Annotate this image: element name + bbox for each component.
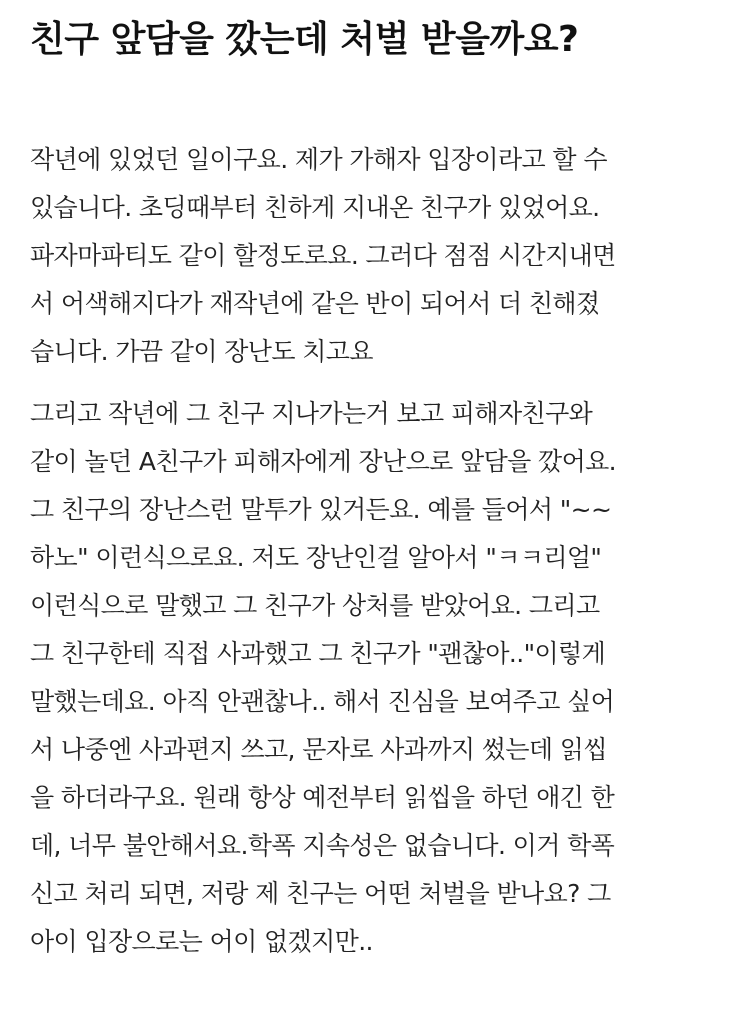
post-title: 친구 앞담을 깠는데 처벌 받을까요? bbox=[30, 19, 579, 60]
text-line: 파자마파티도 같이 할정도로요. 그러다 점점 시간지내면 bbox=[30, 241, 616, 270]
post bbox=[30, 0, 710, 966]
text-line: 신고 처리 되면, 저랑 제 친구는 어떤 처벌을 받나요? 그 bbox=[30, 879, 611, 908]
text-line: 있습니다. 초딩때부터 친하게 지내온 친구가 있었어요. bbox=[30, 193, 600, 222]
post-body bbox=[30, 136, 710, 966]
text-line: 말했는데요. 아직 안괜찮나.. 해서 진심을 보여주고 싶어 bbox=[30, 687, 615, 716]
paragraph-2 bbox=[30, 390, 710, 966]
text-line: 서 나중엔 사과편지 쓰고, 문자로 사과까지 썼는데 읽씹 bbox=[30, 735, 607, 764]
text-line: 습니다. 가끔 같이 장난도 치고요 bbox=[30, 337, 373, 366]
text-line: 이런식으로 말했고 그 친구가 상처를 받았어요. 그리고 bbox=[30, 591, 600, 620]
text-line: 같이 놀던 A친구가 피해자에게 장난으로 앞담을 깠어요. bbox=[30, 447, 617, 476]
text-line: 하노" 이런식으로요. 저도 장난인걸 알아서 "ㅋㅋ리얼" bbox=[30, 543, 602, 572]
text-line: 을 하더라구요. 원래 항상 예전부터 읽씹을 하던 애긴 한 bbox=[30, 783, 615, 812]
paragraph-1 bbox=[30, 136, 710, 376]
text-line: 서 어색해지다가 재작년에 같은 반이 되어서 더 친해졌 bbox=[30, 289, 600, 318]
text-line: 그 친구의 장난스런 말투가 있거든요. 예를 들어서 "~~ bbox=[30, 495, 612, 524]
text-line: 데, 너무 불안해서요.학폭 지속성은 없습니다. 이거 학폭 bbox=[30, 831, 615, 860]
text-line: 그리고 작년에 그 친구 지나가는거 보고 피해자친구와 bbox=[30, 399, 593, 428]
text-line: 그 친구한테 직접 사과했고 그 친구가 "괜찮아.."이렇게 bbox=[30, 639, 606, 668]
text-line: 작년에 있었던 일이구요. 제가 가해자 입장이라고 할 수 bbox=[30, 145, 607, 174]
text-line: 아이 입장으로는 어이 없겠지만.. bbox=[30, 927, 373, 956]
